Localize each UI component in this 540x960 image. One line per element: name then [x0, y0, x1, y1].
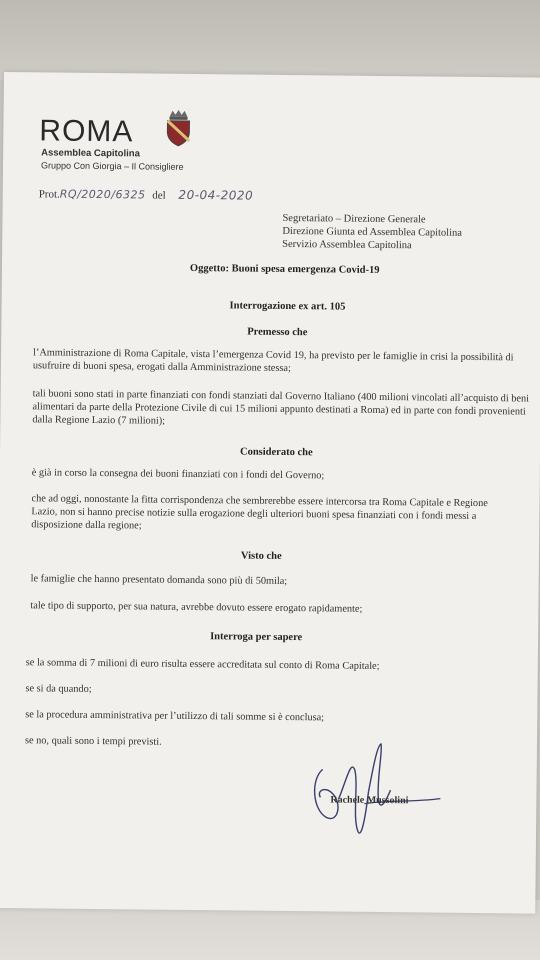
- paragraph: tale tipo di supporto, per sua natura, avrebbe dovuto essere erogato rapidamente;: [30, 600, 363, 615]
- signatory-name: Rachele Mussolini: [330, 794, 409, 807]
- paragraph: se la procedura amministrativa per l’utilizzo di tali somme si è conclusa;: [25, 709, 325, 724]
- section-heading-visto: Visto che: [240, 550, 282, 562]
- section-heading-interroga: Interroga per sapere: [210, 631, 303, 644]
- section-heading-considerato: Considerato che: [239, 446, 313, 459]
- logo-text: ROMA: [39, 114, 134, 149]
- coat-of-arms-icon: [163, 108, 193, 153]
- subject-line: Oggetto: Buoni spesa emergenza Covid-19: [189, 262, 380, 276]
- assembly-name: Assemblea Capitolina: [41, 147, 140, 160]
- document-sheet: [0, 72, 540, 914]
- interrogation-title: Interrogazione ex art. 105: [229, 300, 346, 313]
- prot-label: Prot.: [38, 188, 60, 201]
- paragraph: tali buoni sono stati in parte finanziati con fondi stanziati dal Governo Italiano (400 milioni vincolati all’acquisto di beni alimentari da parte della Protezione Civile di cui 15 milioni appunto destinati a Roma) ed in parte con fondi provenienti dalla Regione Lazio (7 milioni);: [32, 388, 530, 427]
- background-top: [0, 0, 540, 80]
- paragraph: le famiglie che hanno presentato domanda sono più di 50mila;: [30, 573, 288, 587]
- prot-number: RQ/2020/6325: [59, 187, 146, 202]
- paragraph: se la somma di 7 milioni di euro risulta essere accreditata sul conto di Roma Capitale;: [25, 657, 380, 672]
- paragraph: se no, quali sono i tempi previsti.: [24, 735, 162, 748]
- recipients-block: [282, 212, 462, 253]
- paragraph: è già in corso la consegna dei buoni finanziati con i fondi del Governo;: [31, 467, 325, 482]
- protocol-line: [39, 186, 254, 202]
- recipient-line: Segretariato – Direzione Generale: [282, 212, 426, 226]
- date-label: del: [152, 189, 166, 202]
- paragraph: che ad oggi, nonostante la fitta corrispondenza che sembrerebbe essere intercorsa tra Roma Capitale e Regione Lazio, non si hanno precise notizie sulla erogazione degli ulteriori buoni spesa finanziati con i fondi messi a disposizione dalla regione;: [31, 493, 488, 532]
- paragraph: l’Amministrazione di Roma Capitale, vista l’emergenza Covid 19, ha previsto per le famiglie in crisi la possibilità di usufruire di buoni spesa, erogati dalla Amministrazione stessa;: [32, 347, 514, 375]
- recipient-line: Direzione Giunta ed Assemblea Capitolina: [282, 225, 463, 239]
- date-value: 20-04-2020: [178, 187, 254, 203]
- section-heading-premesso: Premesso che: [247, 326, 308, 339]
- paragraph: se si da quando;: [25, 683, 92, 695]
- recipient-line: Servizio Assemblea Capitolina: [282, 238, 412, 252]
- group-name: Gruppo Con Giorgia – Il Consigliere: [40, 160, 184, 172]
